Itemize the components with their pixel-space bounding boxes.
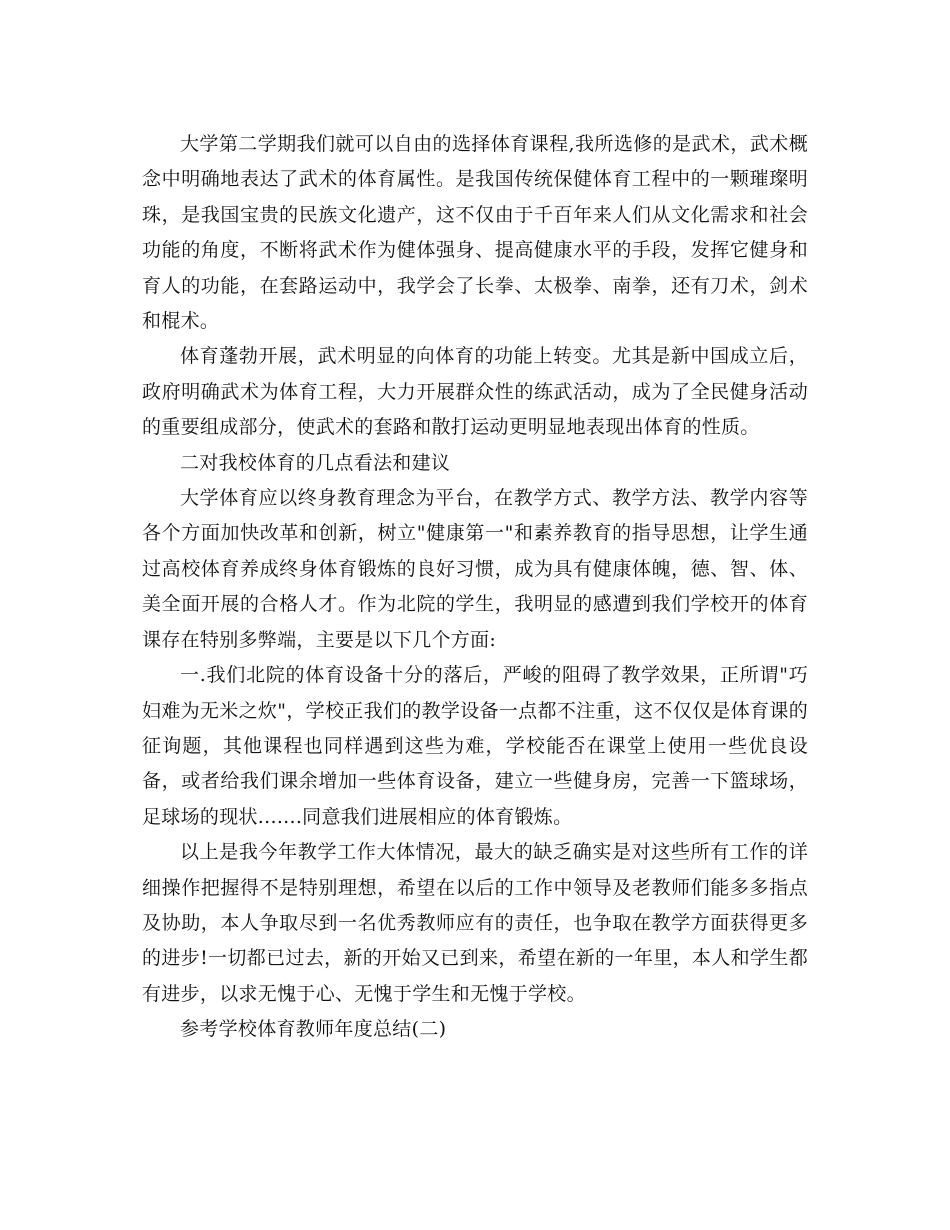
paragraph-university-pe: 大学体育应以终身教育理念为平台，在教学方式、教学方法、教学内容等各个方面加快改革和创新，树立"健康第一"和素养教育的指导思想，让学生通过高校体育养成终身体育锻炼的良好习惯，成为具有健康体魄，德、智、体、美全面开展的合格人才。作为北院的学生，我明显的感遭到我们学校开的体育课存在特别多弊端，主要是以下几个方面: [142, 487, 808, 651]
paragraph-equipment-issue: 一.我们北院的体育设备十分的落后，严峻的阻碍了教学效果，正所谓"巧妇难为无米之炊"，学校正我们的教学设备一点都不注重，这不仅仅是体育课的征询题，其他课程也同样遇到这些为难，学校能否在课堂上使用一些优良设备，或者给我们课余增加一些体育设备，建立一些健身房，完善一下篮球场，足球场的现状.......同意我们进展相应的体育锻炼。 [142, 664, 808, 828]
paragraph-wushu-development: 体育蓬勃开展，武术明显的向体育的功能上转变。尤其是新中国成立后，政府明确武术为体育工程，大力开展群众性的练武活动，成为了全民健身活动的重要组成部分，使武术的套路和散打运动更明显地表现出体育的性质。 [142, 345, 808, 439]
paragraph-reference-title: 参考学校体育教师年度总结(二) [180, 1018, 447, 1041]
paragraph-year-summary: 以上是我今年教学工作大体情况，最大的缺乏确实是对这些所有工作的详细操作把握得不是特别理想，希望在以后的工作中领导及老教师们能多多指点及协助，本人争取尽到一名优秀教师应有的责任，也争取在教学方面获得更多的进步!一切都已过去，新的开始又已到来，希望在新的一年里，本人和学生都有进步，以求无愧于心、无愧于学生和无愧于学校。 [142, 841, 808, 1005]
section-heading-suggestions: 二对我校体育的几点看法和建议 [180, 451, 451, 474]
document-body [142, 127, 808, 1048]
paragraph-wushu-course: 大学第二学期我们就可以自由的选择体育课程,我所选修的是武术，武术概念中明确地表达了武术的体育属性。是我国传统保健体育工程中的一颗璀璨明珠，是我国宝贵的民族文化遗产，这不仅由于千百年来人们从文化需求和社会功能的角度，不断将武术作为健体强身、提高健康水平的手段，发挥它健身和育人的功能，在套路运动中，我学会了长拳、太极拳、南拳，还有刀术，剑术和棍术。 [142, 133, 808, 333]
